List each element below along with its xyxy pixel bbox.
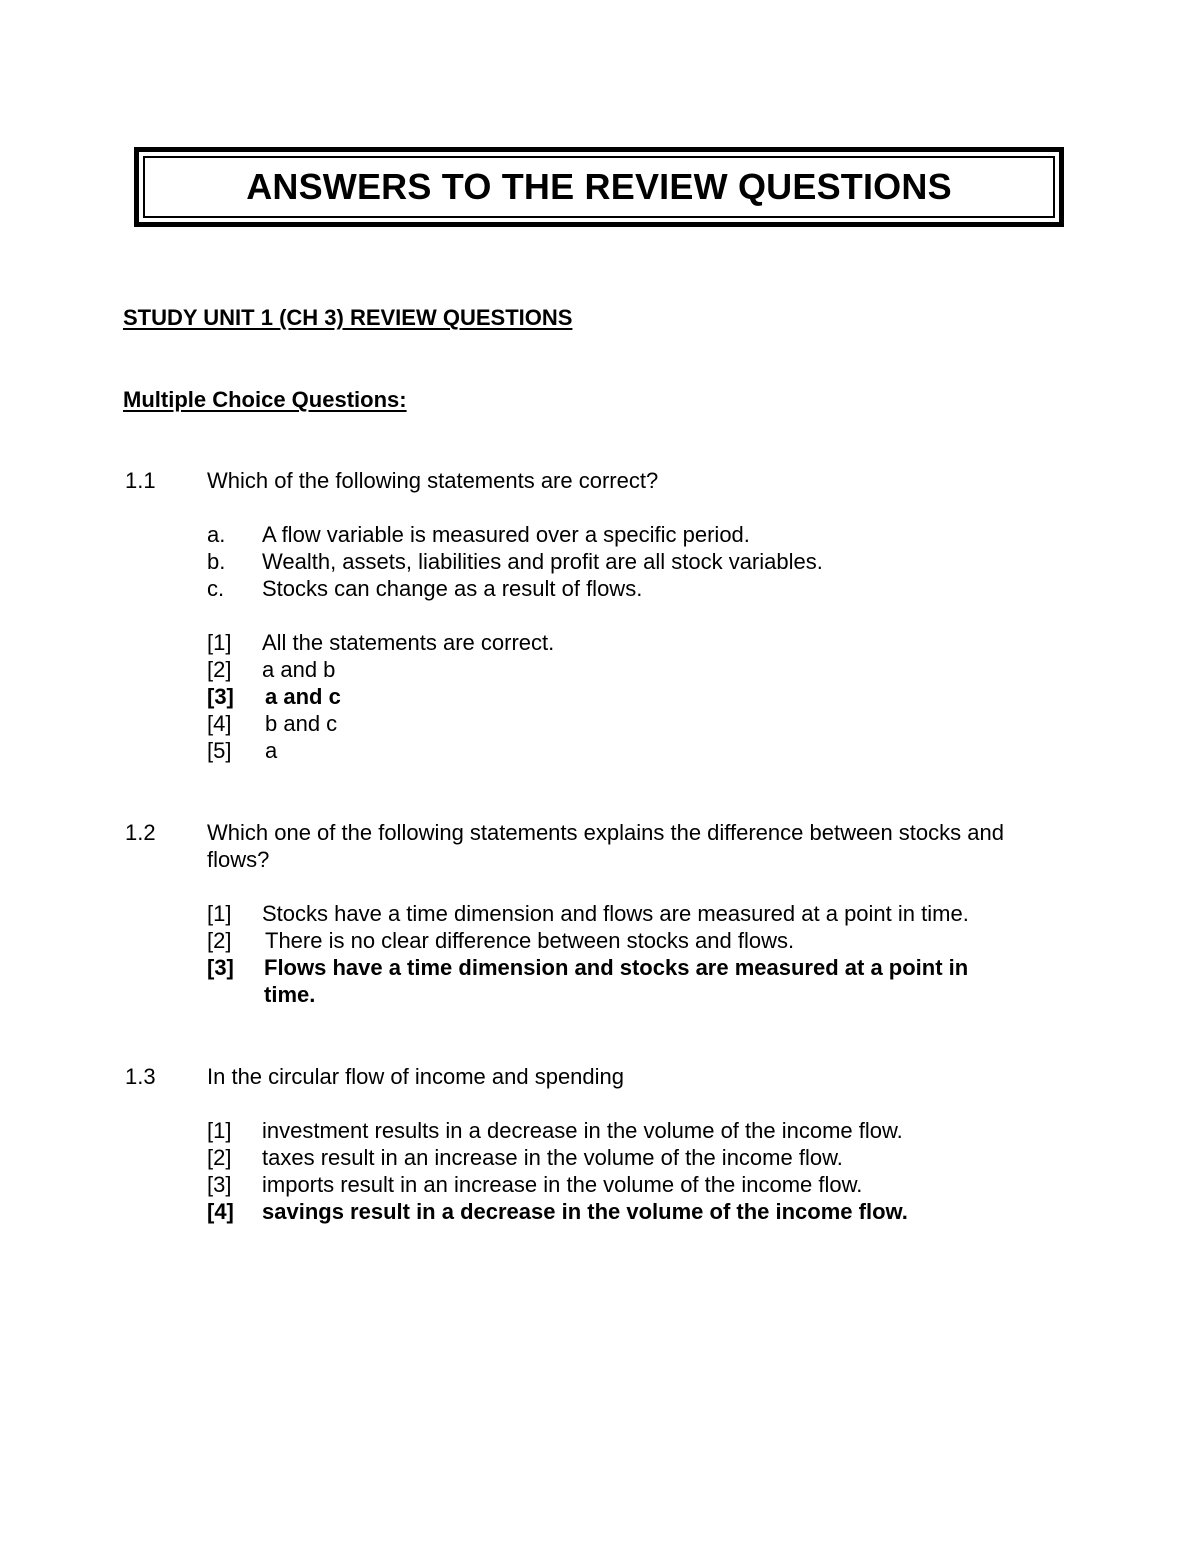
option-label: [1] [207, 630, 232, 655]
option-label: [5] [207, 738, 232, 763]
option-text: a [265, 738, 278, 763]
correct-option-text-line2: time. [264, 982, 316, 1007]
statement-text-b: Wealth, assets, liabilities and profit are all stock variables. [262, 549, 823, 574]
option-label: [2] [207, 1145, 232, 1170]
option-text: All the statements are correct. [262, 630, 555, 655]
correct-option-text: savings result in a decrease in the volume of the income flow. [262, 1199, 908, 1224]
title-box [134, 147, 1064, 227]
statement-text-c: Stocks can change as a result of flows. [262, 576, 643, 601]
option-text: a and b [262, 657, 336, 682]
statement-letter-a: a. [207, 522, 226, 547]
statement-text-a: A flow variable is measured over a specific period. [262, 522, 750, 547]
option-text: imports result in an increase in the volume of the income flow. [262, 1172, 863, 1197]
statement-letter-c: c. [207, 576, 225, 601]
question-number-1-3: 1.3 [125, 1064, 156, 1089]
correct-option-label: [4] [207, 1199, 234, 1224]
page-title: ANSWERS TO THE REVIEW QUESTIONS [246, 166, 952, 207]
option-label: [1] [207, 901, 232, 926]
question-text-1-2-line2: flows? [207, 847, 270, 872]
option-label: [4] [207, 711, 232, 736]
correct-option-label: [3] [207, 684, 234, 709]
question-text-1-3: In the circular flow of income and spending [207, 1064, 625, 1089]
option-text: Stocks have a time dimension and flows are measured at a point in time. [262, 901, 969, 926]
correct-option-text-line1: Flows have a time dimension and stocks are measured at a point in [264, 955, 969, 980]
option-label: [2] [207, 657, 232, 682]
question-number-1-2: 1.2 [125, 820, 156, 845]
section-heading: STUDY UNIT 1 (CH 3) REVIEW QUESTIONS [123, 305, 573, 330]
option-text: b and c [265, 711, 338, 736]
option-text: There is no clear difference between stocks and flows. [265, 928, 795, 953]
multiple-choice-subheading: Multiple Choice Questions: [123, 387, 407, 412]
statement-letter-b: b. [207, 549, 226, 574]
correct-option-label: [3] [207, 955, 234, 980]
option-label: [2] [207, 928, 232, 953]
question-text-1-1: Which of the following statements are correct? [207, 468, 659, 493]
question-text-1-2-line1: Which one of the following statements explains the difference between stocks and [207, 820, 1004, 845]
correct-option-text: a and c [265, 684, 341, 709]
option-label: [3] [207, 1172, 232, 1197]
option-text: investment results in a decrease in the volume of the income flow. [262, 1118, 903, 1143]
question-number-1-1: 1.1 [125, 468, 156, 493]
option-text: taxes result in an increase in the volume of the income flow. [262, 1145, 843, 1170]
option-label: [1] [207, 1118, 232, 1143]
